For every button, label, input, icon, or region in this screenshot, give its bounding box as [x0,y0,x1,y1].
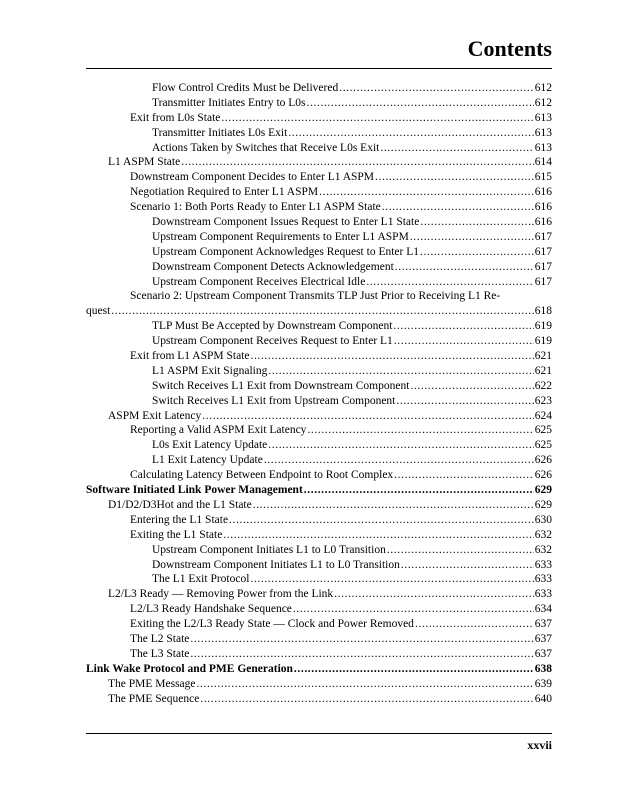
dot-leader [420,215,533,230]
toc-entry[interactable] [86,200,552,215]
toc-entry[interactable] [86,245,552,260]
header-divider [86,68,552,69]
toc-entry-page-number: 630 [534,513,552,526]
dot-leader [393,319,533,334]
toc-entry-label: Reporting a Valid ASPM Exit Latency [130,424,307,437]
toc-entry-page-number: 616 [534,186,552,199]
toc-entry[interactable] [86,438,552,453]
toc-entry[interactable] [86,111,552,126]
toc-entry-label: L1 ASPM Exit Signaling [152,364,268,377]
toc-entry[interactable] [86,528,552,543]
toc-entry-page-number: 637 [534,632,552,645]
toc-entry-page-number: 629 [534,484,552,497]
toc-entry[interactable] [86,498,552,513]
toc-entry-page-number: 625 [534,424,552,437]
toc-entry-page-number: 637 [534,618,552,631]
toc-entry-page-number: 613 [534,111,552,124]
dot-leader [415,617,534,632]
toc-entry-page-number: 625 [534,439,552,452]
toc-entry[interactable] [86,275,552,290]
dot-leader [197,677,534,692]
toc-entry-page-number: 633 [534,588,552,601]
toc-entry-label: Downstream Component Decides to Enter L1 ASPM [130,171,375,184]
toc-entry-page-number: 632 [534,528,552,541]
toc-entry[interactable] [86,364,552,379]
toc-entry[interactable] [86,513,552,528]
dot-leader [229,513,534,528]
dot-leader [319,185,534,200]
toc-entry-page-number: 617 [534,260,552,273]
toc-entry-page-number: 619 [534,320,552,333]
dot-leader [339,81,534,96]
toc-entry-page-number: 624 [534,409,552,422]
toc-entry-page-number: 612 [534,82,552,94]
toc-entry[interactable] [86,155,552,170]
toc-entry-label: Upstream Component Receives Request to Enter L1 [152,335,393,348]
toc-entry[interactable] [86,543,552,558]
toc-entry-label: Entering the L1 State [130,513,229,526]
toc-entry-page-number: 622 [534,379,552,392]
toc-entry-page-number: 616 [534,201,552,214]
toc-entry[interactable] [86,572,552,587]
toc-entry-label: The L1 Exit Protocol [152,573,250,586]
toc-entry-label: Upstream Component Initiates L1 to L0 Transition [152,543,386,556]
toc-entry-page-number: 623 [534,394,552,407]
toc-entry-label: Link Wake Protocol and PME Generation [86,662,293,675]
toc-entry[interactable] [86,215,552,230]
toc-entry[interactable] [86,394,552,409]
toc-entry-page-number: 632 [534,543,552,556]
toc-entry-wrapped-line[interactable]: Scenario 2: Upstream Component Transmits TLP Just Prior to Receiving L1 Re- [130,290,501,303]
dot-leader [395,260,534,275]
toc-entry-label: Flow Control Credits Must be Delivered [152,82,339,94]
toc-entry[interactable] [86,334,552,349]
toc-entry[interactable] [86,96,552,111]
toc-entry-label: Downstream Component Detects Acknowledgement [152,260,394,273]
toc-entry-page-number: 613 [534,126,552,139]
toc-entry[interactable] [86,587,552,602]
dot-leader [410,379,533,394]
dot-leader [268,438,533,453]
toc-entry-label: Downstream Component Issues Request to Enter L1 State [152,216,420,229]
toc-entry-page-number: 618 [534,305,552,318]
toc-entry-label: Exit from L0s State [130,111,221,124]
dot-leader [264,453,534,468]
dot-leader [250,572,533,587]
toc-entry[interactable] [86,304,552,319]
toc-entry-label: Transmitter Initiates Entry to L0s [152,96,306,109]
toc-entry[interactable] [86,319,552,334]
toc-entry[interactable] [86,126,552,141]
toc-entry-label: Exit from L1 ASPM State [130,350,250,363]
toc-entry[interactable] [86,170,552,185]
dot-leader [304,483,534,498]
toc-entry[interactable] [86,409,552,424]
dot-leader [293,602,534,617]
toc-entry-label: Upstream Component Acknowledges Request to Enter L1 [152,245,420,258]
toc-entry-page-number: 617 [534,275,552,288]
toc-entry-page-number: 615 [534,171,552,184]
toc-entry-label: D1/D2/D3Hot and the L1 State [108,498,252,511]
toc-entry[interactable] [86,379,552,394]
toc-entry[interactable] [86,423,552,438]
dot-leader [334,587,534,602]
toc-entry-page-number: 638 [534,662,552,675]
dot-leader [288,126,533,141]
dot-leader [250,349,533,364]
toc-entry-label: The PME Message [108,677,196,690]
toc-entry-label: TLP Must Be Accepted by Downstream Component [152,320,393,333]
toc-entry-page-number: 616 [534,216,552,229]
dot-leader [202,409,533,424]
toc-entry-label: Software Initiated Link Power Management [86,484,303,497]
toc-entry-label: Exiting the L1 State [130,528,223,541]
dot-leader [307,96,534,111]
toc-entry-label: Scenario 1: Both Ports Ready to Enter L1 ASPM State [130,201,381,214]
toc-entry-label: Calculating Latency Between Endpoint to Root Complex [130,469,394,482]
toc-entry-label: L1 Exit Latency Update [152,454,263,467]
toc-entry-label: Transmitter Initiates L0s Exit [152,126,288,139]
toc-entry-label: quest [86,305,111,318]
toc-entry-label: The L3 State [130,647,190,660]
toc-entry-page-number: 634 [534,603,552,616]
toc-entry-page-number: 614 [534,156,552,169]
dot-leader [366,275,533,290]
toc-entry-page-number: 640 [534,692,552,705]
toc-entry-label: The L2 State [130,632,190,645]
toc-entry-page-number: 626 [534,454,552,467]
toc-entry-page-number: 637 [534,647,552,660]
dot-leader [401,558,534,573]
dot-leader [375,170,534,185]
toc-entry[interactable] [86,677,552,692]
dot-leader [111,304,533,319]
toc-entry[interactable] [86,349,552,364]
dot-leader [382,200,534,215]
toc-entry-label: L0s Exit Latency Update [152,439,268,452]
toc-entry[interactable] [86,185,552,200]
dot-leader [181,155,534,170]
toc-entry-label: Switch Receives L1 Exit from Upstream Component [152,394,396,407]
dot-leader [380,141,533,156]
dot-leader [307,423,533,438]
toc-entry-page-number: 619 [534,335,552,348]
toc-entry-page-number: 612 [534,96,552,109]
toc-entry[interactable] [86,617,552,632]
dot-leader [253,498,534,513]
dot-leader [394,334,534,349]
toc-entry-page-number: 613 [534,141,552,154]
toc-entry[interactable] [86,692,552,707]
toc-entry-label: ASPM Exit Latency [108,409,202,422]
toc-entry-page-number: 629 [534,498,552,511]
toc-entry-page-number: 626 [534,469,552,482]
toc-entry-page-number: 633 [534,558,552,571]
dot-leader [221,111,533,126]
toc-entry-label: L1 ASPM State [108,156,181,169]
toc-entry-label: Actions Taken by Switches that Receive L0s Exit [152,141,380,154]
toc-entry[interactable] [86,602,552,617]
toc-entry-page-number: 639 [534,677,552,690]
toc-entry[interactable] [86,647,552,662]
dot-leader [420,245,534,260]
toc-entry-page-number: 617 [534,230,552,243]
dot-leader [223,528,533,543]
dot-leader [410,230,534,245]
table-of-contents [86,81,552,706]
toc-entry-label: Upstream Component Receives Electrical Idle [152,275,366,288]
toc-entry[interactable] [86,81,552,96]
dot-leader [200,692,533,707]
toc-entry-label: L2/L3 Ready — Removing Power from the Link [108,588,334,601]
toc-entry[interactable] [86,141,552,156]
toc-entry-label: L2/L3 Ready Handshake Sequence [130,603,292,616]
dot-leader [387,543,534,558]
toc-entry[interactable] [86,230,552,245]
dot-leader [190,632,533,647]
footer-page-number: xxvii [527,738,552,752]
footer-divider [86,733,552,734]
page-title: Contents [467,36,552,61]
dot-leader [190,647,533,662]
toc-entry-label: Switch Receives L1 Exit from Downstream Component [152,379,410,392]
toc-entry-page-number: 621 [534,350,552,363]
toc-entry-label: Negotiation Required to Enter L1 ASPM [130,186,319,199]
toc-entry-page-number: 617 [534,245,552,258]
dot-leader [396,394,533,409]
toc-entry-label: The PME Sequence [108,692,200,705]
toc-entry[interactable] [86,483,552,498]
toc-entry[interactable] [86,558,552,573]
toc-entry[interactable] [86,468,552,483]
dot-leader [394,468,534,483]
toc-entry-page-number: 633 [534,573,552,586]
toc-entry[interactable] [86,662,552,677]
toc-entry[interactable] [86,260,552,275]
dot-leader [294,662,534,677]
toc-entry[interactable] [86,632,552,647]
toc-entry-label: Upstream Component Requirements to Enter L1 ASPM [152,230,409,243]
dot-leader [268,364,533,379]
toc-entry-page-number: 621 [534,364,552,377]
toc-entry-label: Downstream Component Initiates L1 to L0 Transition [152,558,400,571]
toc-entry-label: Exiting the L2/L3 Ready State — Clock and Power Removed [130,618,414,631]
toc-entry[interactable] [86,453,552,468]
